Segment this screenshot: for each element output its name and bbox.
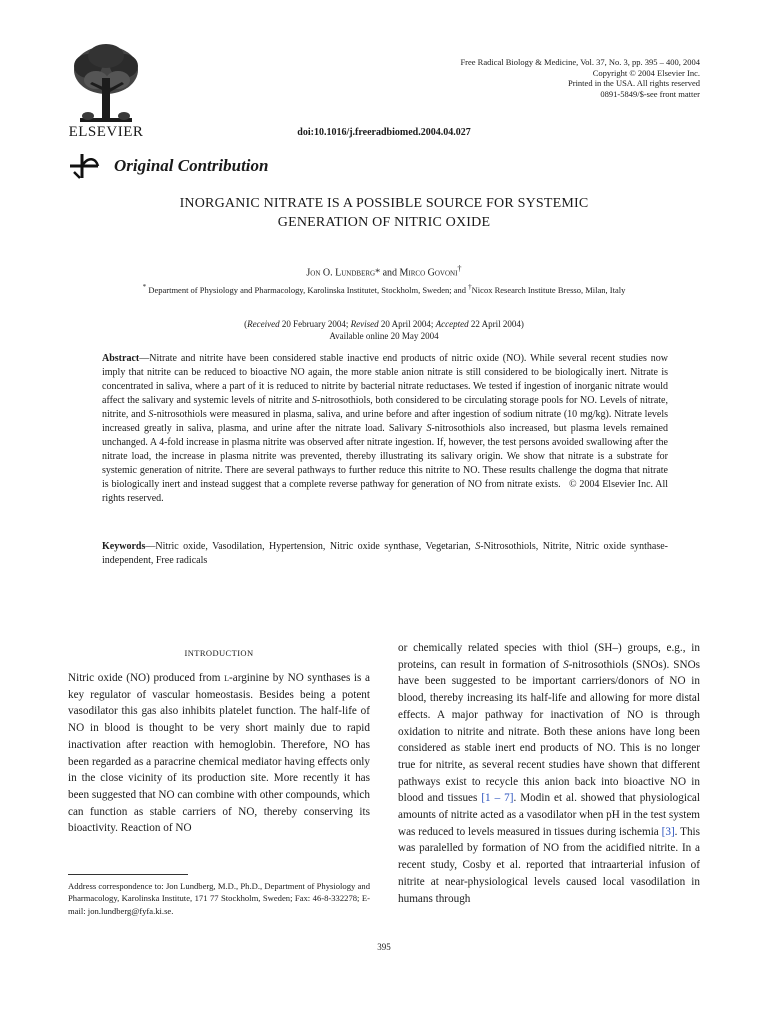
abstract-italic: S	[426, 423, 432, 434]
body-text: -arginine by NO synthases is a key regulator of vascular homeostasis. Besides being a potent vasodilator this gas also inhibits platelet function. The half-life of NO in blood is thought to be very short mainly due to rapid inactivation after reaction with hemoglobin. Therefore, NO has been regarded as a paracrine chemical mediator having effects only in the close vicinity of its production site. More recently it has been suggested that NO can combine with other compounds, which can function as stable carriers of NO, thereby conserving its bioactivity. Reaction of NO	[68, 672, 370, 835]
original-contribution-mark-icon	[68, 152, 102, 180]
author-list	[0, 264, 768, 278]
keywords-text: -Nitrosothiols, Nitrite, Nitric oxide synthase-independent, Free radicals	[102, 541, 668, 566]
article-title	[0, 194, 768, 232]
author-mark: *	[375, 267, 381, 279]
reference-link[interactable]: [1 – 7]	[481, 792, 514, 805]
body-text: Nitric oxide (NO) produced from	[68, 672, 225, 684]
keywords	[102, 540, 668, 568]
date-value: 20 April 2004;	[380, 319, 434, 329]
online-date: Available online 20 May 2004	[329, 331, 439, 341]
title-line: INORGANIC NITRATE IS A POSSIBLE SOURCE FOR SYSTEMIC	[179, 196, 589, 211]
author-name: Mirco Govoni	[399, 267, 458, 279]
affiliation: Department of Physiology and Pharmacology, Karolinska Institutet, Stockholm, Sweden; and	[148, 284, 466, 295]
body-text: . This was paralelled by formation of NO from the acidified nitrite. In a recent study, Cosby et al. reported that intraarterial infusion of nitrite at near-physiological levels caused local vasodilation in humans through	[398, 825, 701, 905]
date-label: Received	[247, 319, 280, 329]
author-mark: †	[457, 264, 462, 273]
section-label: Original Contribution	[114, 156, 269, 175]
journal-line: Free Radical Biology & Medicine, Vol. 37, No. 3, pp. 395 – 400, 2004	[460, 57, 700, 67]
journal-info	[340, 57, 700, 99]
affiliation-mark: †	[468, 283, 472, 291]
keywords-label: Keywords	[102, 541, 146, 552]
abstract-dash: —	[139, 353, 150, 364]
date-value: 20 February 2004;	[281, 319, 349, 329]
author-name: Jon O. Lundberg	[306, 267, 376, 279]
page-number: 395	[377, 942, 391, 952]
keywords-text: Nitric oxide, Vasodilation, Hypertension, Nitric oxide synthase, Vegetarian,	[155, 541, 476, 552]
body-column-left	[68, 670, 370, 837]
affiliations	[108, 281, 660, 296]
abstract-italic: S	[311, 395, 317, 406]
body-column-right	[398, 640, 700, 907]
keywords-dash: —	[145, 541, 156, 552]
body-italic: S	[563, 658, 569, 671]
abstract-text: -nitrosothiols were measured in plasma, saliva, and urine before and after ingestion of sodium nitrate (10 mg/kg). Nitrate levels increased greatly in saliva, plasma, and urine after the nitrate load. Salivary	[102, 409, 669, 434]
history-dates: (Received 20 February 2004; Revised 20 April 2004; Accepted 22 April 2004)	[244, 319, 524, 329]
title-line: GENERATION OF NITRIC OXIDE	[277, 215, 491, 230]
correspondence-footnote: Address correspondence to: Jon Lundberg, M.D., Ph.D., Department of Physiology and Pharmacology, Karolinska Institute, 171 77 Stockholm, Sweden; Fax: 46-8-332278; E-mail: jon.lundberg@fyfa.ki.se.	[68, 881, 370, 916]
reference-link[interactable]: [3]	[661, 825, 675, 838]
journal-line: 0891-5849/$-see front matter	[600, 88, 700, 99]
abstract-text: -nitrosothiols also increased, but plasma levels remained unchanged. A 4-fold increase in plasma nitrite was observed after nitrate ingestion. If, however, the test persons avoided swallowing after the nitrate load, the increase in plasma nitrite was prevented, thereby illustrating its salivary origin. We show that nitrate is a substrate for systemic generation of nitrite. There are several pathways to further reduce this nitrite to NO. These results challenge the dogma that nitrate is biologically inert and instead suggest that a complete reverse pathway for generation of NO from nitrate exists.	[102, 423, 669, 490]
abstract-copyright: © 2004 Elsevier Inc. All rights reserved.	[102, 479, 669, 504]
footnote-divider	[68, 874, 188, 875]
keywords-italic: S	[475, 541, 481, 552]
abstract	[102, 352, 668, 506]
journal-line: Printed in the USA. All rights reserved	[568, 78, 700, 89]
doi[interactable]: doi:10.1016/j.freeradbiomed.2004.04.027	[297, 127, 471, 138]
body-text: or chemically related species with thiol (SH–) groups, e.g., in proteins, can result in formation of	[398, 642, 700, 671]
abstract-label: Abstract	[102, 353, 140, 364]
article-dates	[0, 318, 768, 342]
publisher-name: ELSEVIER	[68, 124, 144, 140]
author-conjunction: and	[382, 267, 398, 279]
date-label: Revised	[350, 319, 379, 329]
body-text: -nitrosothiols (SNOs). SNOs have been suggested to be important carriers/donors of NO in blood, thereby increasing its half-life and allowing for more distal effects. A major pathway for inactivation of NO is through oxidation to nitrite and nitrate. Both these anions have long been considered as stable inert end products of NO. This is no longer true for nitrite, as several recent studies have shown that different pathways exist to recycle this anion back into bioactive NO in blood and tissues	[398, 658, 701, 805]
abstract-text: -nitrosothiols, both considered to be circulating storage pools for NO. Levels of nitrate, nitrite, and	[102, 395, 668, 420]
abstract-italic: S	[148, 409, 154, 420]
body-smallcaps: l	[224, 672, 229, 684]
affiliation: Nicox Research Institute Bresso, Milan, Italy	[471, 284, 626, 295]
body-text: . Modin et al. showed that physiological amounts of nitrite acted as a vasodilator when pH in the test system was reduced to levels measured in tissues during ischemia	[398, 792, 700, 838]
date-value: 22 April 2004)	[470, 319, 524, 329]
section-heading: INTRODUCTION	[184, 648, 254, 658]
date-label: Accepted	[435, 319, 469, 329]
journal-line: Copyright © 2004 Elsevier Inc.	[592, 67, 700, 78]
affiliation-mark: *	[142, 283, 147, 291]
abstract-text: Nitrate and nitrite have been considered stable inactive end products of nitric oxide (NO). While several recent studies now imply that nitrite can be reduced to bioactive NO again, the more stable anion nitrate is still considered to be biologically inert. Nitrate is concentrated in saliva, where a part of it is reduced to nitrite by bacterial nitrate reductases. We tested if ingestion of inorganic nitrate would affect the salivary and systemic levels of nitrite and	[102, 353, 668, 406]
